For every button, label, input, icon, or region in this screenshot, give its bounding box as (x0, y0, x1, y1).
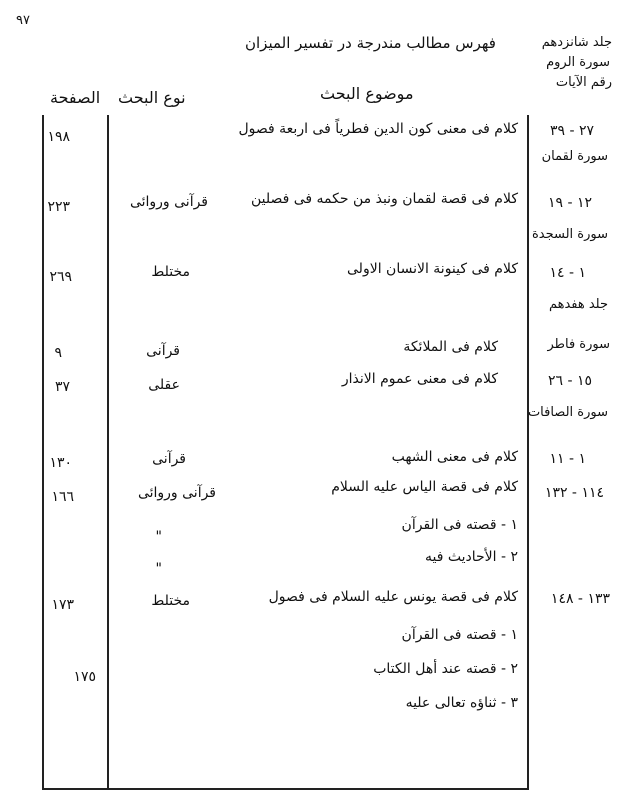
sura-heading: سورة السجدة (531, 227, 608, 242)
page-number: ٩٧ (16, 13, 30, 28)
sura-heading: سورة الصافات (527, 405, 608, 420)
verse-range: ١ - ١١ (549, 451, 586, 467)
table-divider-page (107, 115, 109, 790)
page-title: فهرس مطالب مندرجة در تفسير الميزان (245, 34, 496, 52)
ditto-mark: " (155, 561, 162, 577)
type-text: عقلى (148, 377, 180, 393)
topic-text: كلام فى قصة يونس عليه السلام فى فصول (268, 589, 518, 605)
type-text: قرآنى وروائى (129, 194, 208, 210)
sura-heading: سورة فاطر (547, 337, 610, 352)
table-border-bottom (42, 788, 529, 790)
type-text: مختلط (151, 264, 190, 280)
page-value: ٢٢٣ (47, 199, 70, 215)
page-value: ١٩٨ (47, 129, 70, 145)
topic-text: كلام فى معنى عموم الانذار (341, 371, 498, 387)
verse-range: ١١٤ - ١٣٢ (544, 485, 604, 501)
topic-text: كلام فى معنى الشهب (391, 449, 518, 465)
topic-text: كلام فى قصة لقمان ونبذ من حكمه فى فصلين (250, 191, 518, 207)
verse-range: ٢٧ - ٣٩ (549, 123, 594, 139)
table-border-left (42, 115, 44, 790)
page-value: ٢٦٩ (49, 269, 72, 285)
verse-range: ١٥ - ٢٦ (547, 373, 592, 389)
volume-heading: جلد هفدهم (548, 297, 608, 312)
topic-subitem: ٣ - ثناؤه تعالى عليه (405, 695, 518, 711)
topic-subitem: ٢ - الأحاديث فيه (424, 549, 518, 565)
topic-subitem: ٢ - قصته عند أهل الكتاب (373, 661, 518, 677)
type-text: قرآنى (146, 343, 180, 359)
table-divider-verses (527, 115, 529, 790)
topic-column-header: موضوع البحث (320, 84, 414, 103)
type-column-header: نوع البحث (118, 88, 186, 107)
type-text: مختلط (151, 593, 190, 609)
ditto-mark: " (155, 529, 162, 545)
topic-subitem: ١ - قصته فى القرآن (401, 627, 518, 643)
topic-text: كلام فى كينونة الانسان الاولى (347, 261, 518, 277)
verse-number-header: رقم الآيات (555, 75, 612, 90)
page-value: ١٦٦ (51, 489, 74, 505)
topic-text: كلام فى معنى كون الدين فطرياً فى اربعة فصول (238, 121, 518, 137)
page-value: ١٧٣ (51, 597, 74, 613)
volume-label: جلد شانزدهم (541, 35, 612, 50)
type-text: قرآنى وروائى (137, 485, 216, 501)
verse-range: ١٣٣ - ١٤٨ (550, 591, 610, 607)
topic-subitem: ١ - قصته فى القرآن (401, 517, 518, 533)
sura-label: سورة الروم (546, 55, 610, 70)
page-value: ٣٧ (54, 379, 70, 395)
topic-text: كلام فى قصة الياس عليه السلام (331, 479, 518, 495)
page-value: ١٧٥ (73, 669, 96, 685)
verse-range: ١٢ - ١٩ (547, 195, 592, 211)
sura-heading: سورة لقمان (541, 149, 608, 164)
topic-text: كلام فى الملائكة (403, 339, 498, 355)
page-column-header: الصفحة (50, 88, 101, 107)
page-value: ٩ (54, 345, 62, 361)
type-text: قرآنى (152, 451, 186, 467)
page-value: ١٣٠ (49, 455, 72, 471)
verse-range: ١ - ١٤ (549, 265, 586, 281)
